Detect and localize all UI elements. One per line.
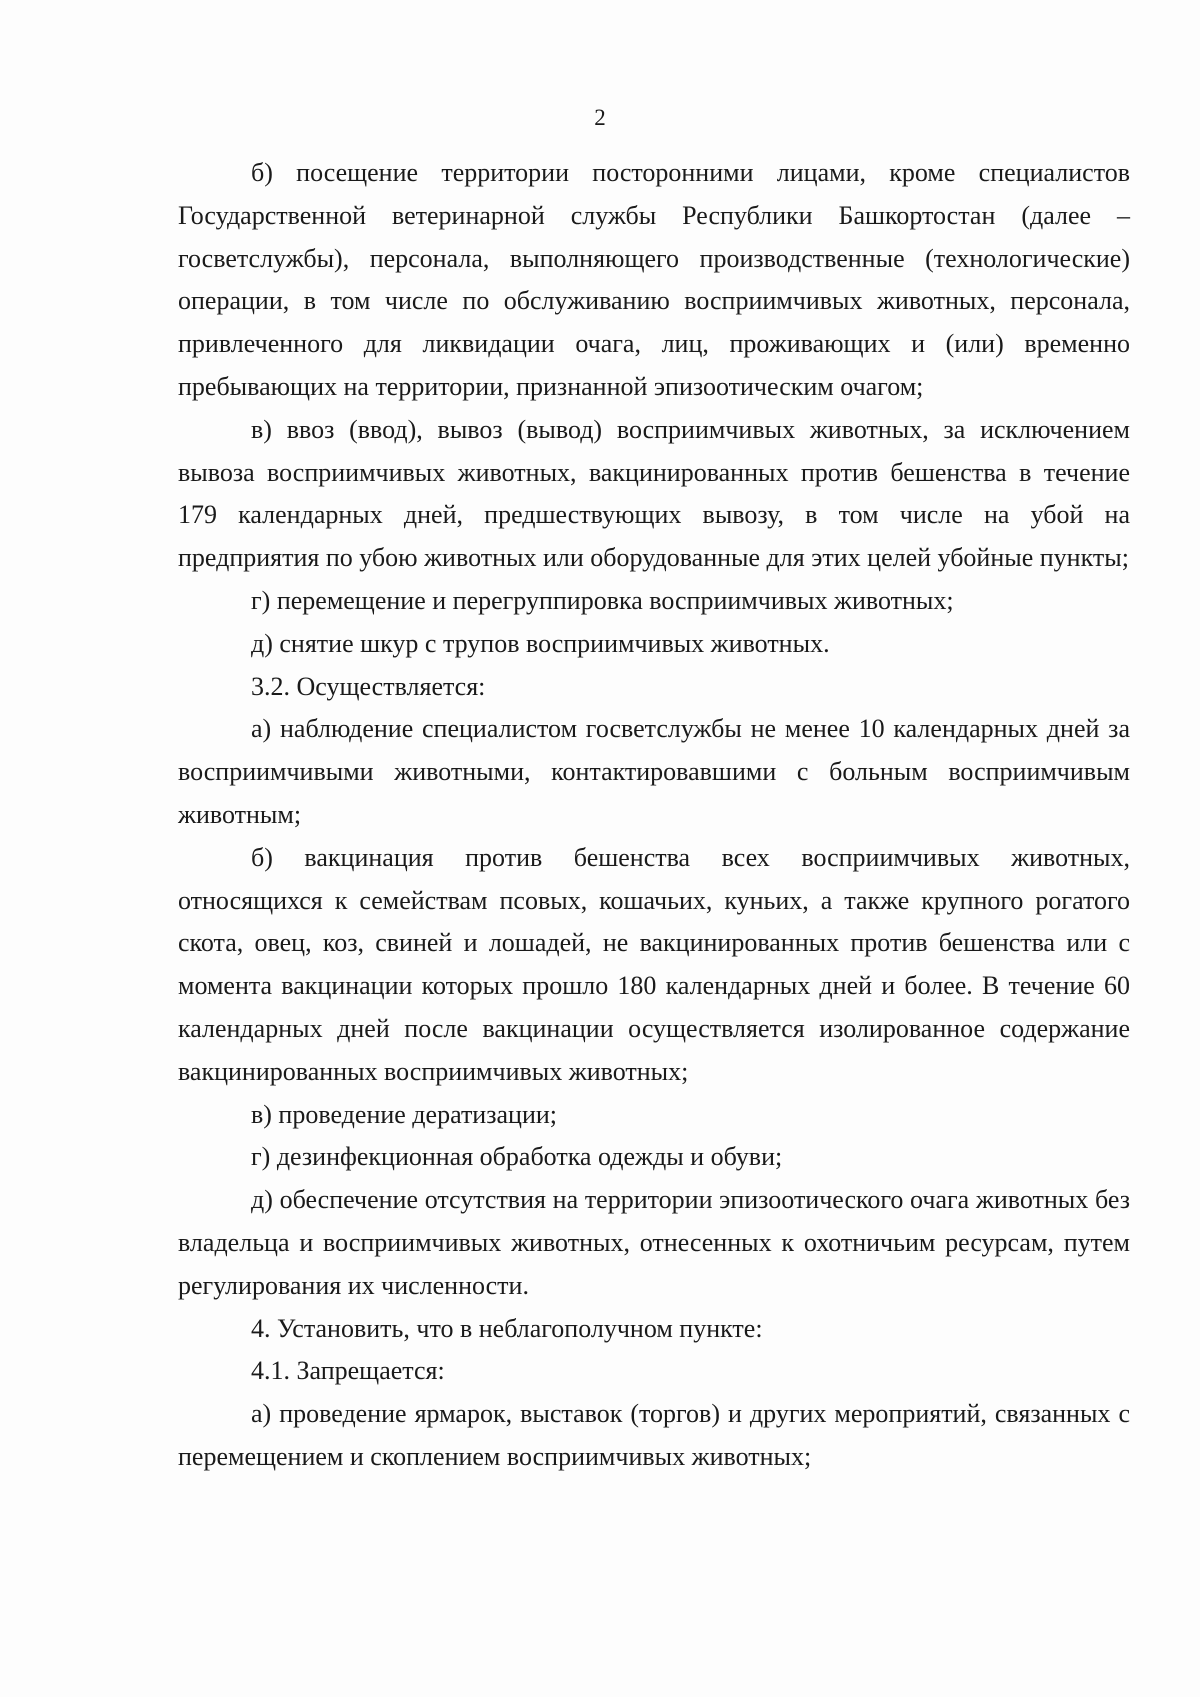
paragraph-deratization: в) проведение дератизации; xyxy=(251,1099,557,1129)
paragraph-vaccination: б) вакцинация против бешенства всех восприимчивых животных, относящихся к семействам псовых, кошачьих, куньих, а также крупного рогатого скота, овец, коз, свиней и лошадей, не вакцинированных против бешенства или с момента вакцинации которых прошло 180 календарных дней и более. В течение 60 календарных дней после вакцинации осуществляется изолированное содержание вакцинированных восприимчивых животных; xyxy=(178,842,1130,1086)
section-heading-4-1: 4.1. Запрещается: xyxy=(251,1356,445,1386)
paragraph-skinning-restriction: д) снятие шкур с трупов восприимчивых животных. xyxy=(251,628,830,658)
document-body xyxy=(178,152,1130,1479)
page-number: 2 xyxy=(594,105,606,130)
paragraph-visits-restriction: б) посещение территории посторонними лицами, кроме специалистов Государственной ветеринарной службы Республики Башкортостан (далее – госветслужбы), персонала, выполняющего производственные (технологические) операции, в том числе по обслуживанию восприимчивых животных, персонала, привлеченного для ликвидации очага, лиц, проживающих и (или) временно пребывающих на территории, признанной эпизоотическим очагом; xyxy=(178,158,1130,401)
section-heading-4: 4. Установить, что в неблагополучном пункте: xyxy=(251,1313,763,1343)
paragraph-stray-animals: д) обеспечение отсутствия на территории эпизоотического очага животных без владельца и восприимчивых животных, отнесенных к охотничьим ресурсам, путем регулирования их численности. xyxy=(178,1185,1130,1300)
paragraph-import-export-restriction: в) ввоз (ввод), вывоз (вывод) восприимчивых животных, за исключением вывоза восприимчивых животных, вакцинированных против бешенства в течение 179 календарных дней, предшествующих вывозу, в том числе на убой на предприятия по убою животных или оборудованные для этих целей убойные пункты; xyxy=(178,414,1130,573)
paragraph-observation: а) наблюдение специалистом госветслужбы не менее 10 календарных дней за восприимчивыми животными, контактировавшими с больным восприимчивым животным; xyxy=(178,714,1130,829)
paragraph-fairs-restriction: а) проведение ярмарок, выставок (торгов) и других мероприятий, связанных с перемещением и скоплением восприимчивых животных; xyxy=(178,1399,1130,1471)
paragraph-disinfection: г) дезинфекционная обработка одежды и обуви; xyxy=(251,1142,783,1172)
section-heading-3-2: 3.2. Осуществляется: xyxy=(251,671,486,701)
paragraph-regrouping-restriction: г) перемещение и перегруппировка восприимчивых животных; xyxy=(251,585,954,615)
